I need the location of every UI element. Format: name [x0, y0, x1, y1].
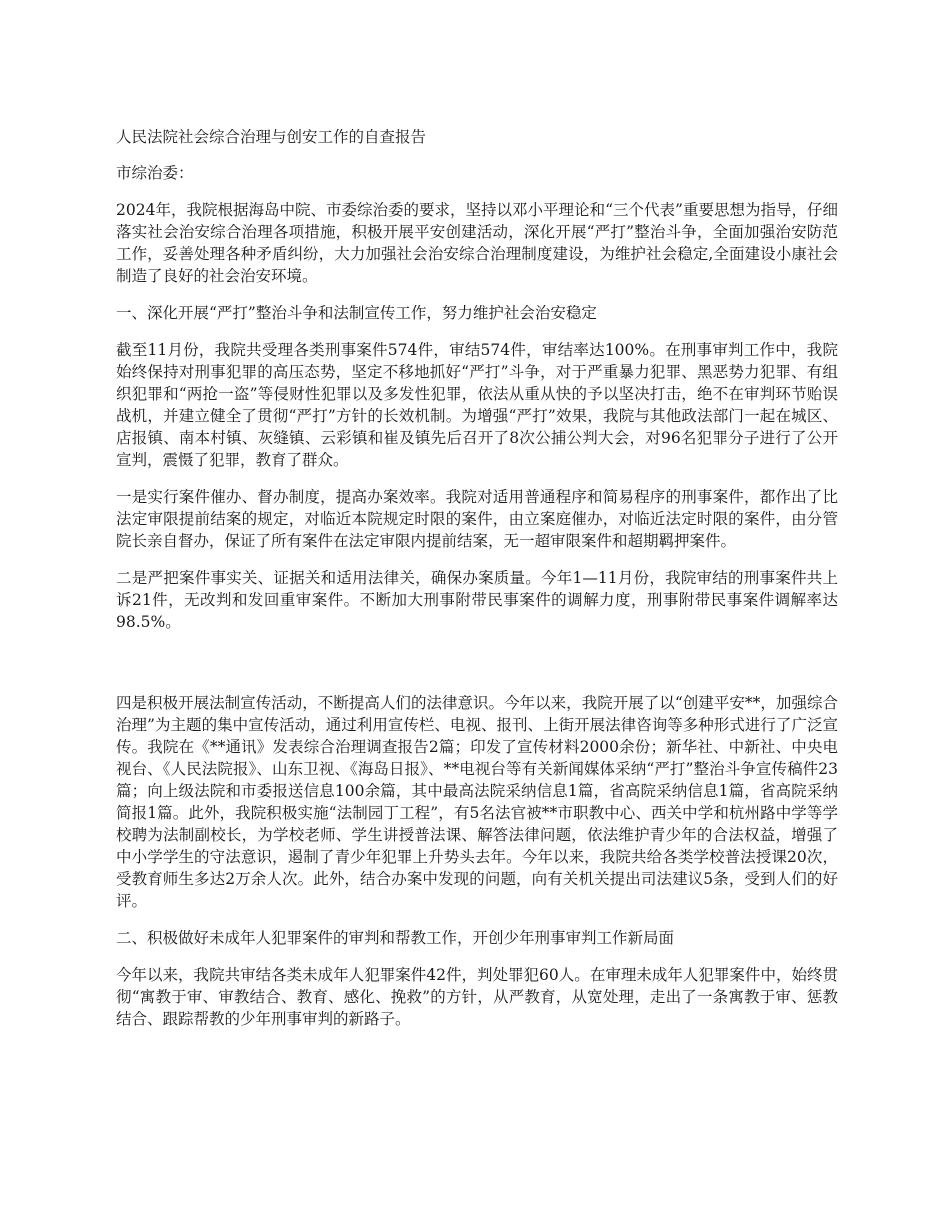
- document-page: [116, 126, 838, 1045]
- paragraph-juvenile-cases: 今年以来，我院共审结各类未成年人犯罪案件42件，判处罪犯60人。在审理未成年人犯罪案件中，始终贯彻“寓教于审、审教结合、教育、感化、挽救”的方针，从严教育，从宽处理，走出了一条寓教于审、惩教结合、跟踪帮教的少年刑事审判的新路子。: [116, 966, 838, 1028]
- section-heading-2: 二、积极做好未成年人犯罪案件的审判和帮教工作，开创少年刑事审判工作新局面: [116, 929, 675, 947]
- paragraph-legal-publicity: 四是积极开展法制宣传活动，不断提高人们的法律意识。今年以来，我院开展了以“创建平安**，加强综合治理”为主题的集中宣传活动，通过利用宣传栏、电视、报刊、上街开展法律咨询等多种形式进行了广泛宣传。我院在《**通讯》发表综合治理调查报告2篇；印发了宣传材料2000余份；新华社、中新社、中央电视台、《人民法院报》、山东卫视、《海岛日报》、**电视台等有关新闻媒体采纳“严打”整治斗争宣传稿件23篇；向上级法院和市委报送信息100余篇，其中最高法院采纳信息1篇，省高院采纳信息1篇，省高院采纳简报1篇。此外，我院积极实施“法制园丁工程”，有5名法官被**市职教中心、西关中学和杭州路中学等学校聘为法制副校长，为学校老师、学生讲授普法课、解答法律问题，依法维护青少年的合法权益，增强了中小学学生的守法意识，遏制了青少年犯罪上升势头去年。今年以来，我院共给各类学校普法授课20次，受教育师生多达2万余人次。此外，结合办案中发现的问题，向有关机关提出司法建议5条，受到人们的好评。: [116, 694, 838, 910]
- section-heading-1: 一、深化开展“严打”整治斗争和法制宣传工作，努力维护社会治安稳定: [116, 304, 597, 322]
- document-title: 人民法院社会综合治理与创安工作的自查报告: [116, 128, 427, 146]
- paragraph-criminal-cases: 截至11月份，我院共受理各类刑事案件574件，审结574件，审结率达100%。在刑事审判工作中，我院始终保持对刑事犯罪的高压态势，坚定不移地抓好“严打”斗争，对于严重暴力犯罪、黑恶势力犯罪、有组织犯罪和“两抢一盗”等侵财性犯罪以及多发性犯罪，依法从重从快的予以坚决打击，绝不在审判环节贻误战机，并建立健全了贯彻“严打”方针的长效机制。为增强“严打”效果，我院与其他政法部门一起在城区、店报镇、南本村镇、灰缝镇、云彩镇和崔及镇先后召开了8次公捕公判大会，对96名犯罪分子进行了公开宣判，震慑了犯罪，教育了群众。: [116, 341, 838, 469]
- paragraph-efficiency: 一是实行案件催办、督办制度，提高办案效率。我院对适用普通程序和简易程序的刑事案件，都作出了比法定审限提前结案的规定，对临近本院规定时限的案件，由立案庭催办，对临近法定时限的案件，由分管院长亲自督办，保证了所有案件在法定审限内提前结案，无一超审限案件和超期羁押案件。: [116, 488, 838, 550]
- paragraph-quality: 二是严把案件事实关、证据关和适用法律关，确保办案质量。今年1—11月份，我院审结的刑事案件共上诉21件，无改判和发回重审案件。不断加大刑事附带民事案件的调解力度，刑事附带民事案件调解率达98.5%。: [116, 569, 838, 631]
- paragraph-intro: 2024年，我院根据海岛中院、市委综治委的要求，坚持以邓小平理论和“三个代表”重要思想为指导，仔细落实社会治安综合治理各项措施，积极开展平安创建活动，深化开展“严打”整治斗争，全面加强治安防范工作，妥善处理各种矛盾纠纷，大力加强社会治安综合治理制度建设，为维护社会稳定,全面建设小康社会制造了良好的社会治安环境。: [116, 201, 838, 285]
- salutation: 市综治委：: [116, 164, 194, 182]
